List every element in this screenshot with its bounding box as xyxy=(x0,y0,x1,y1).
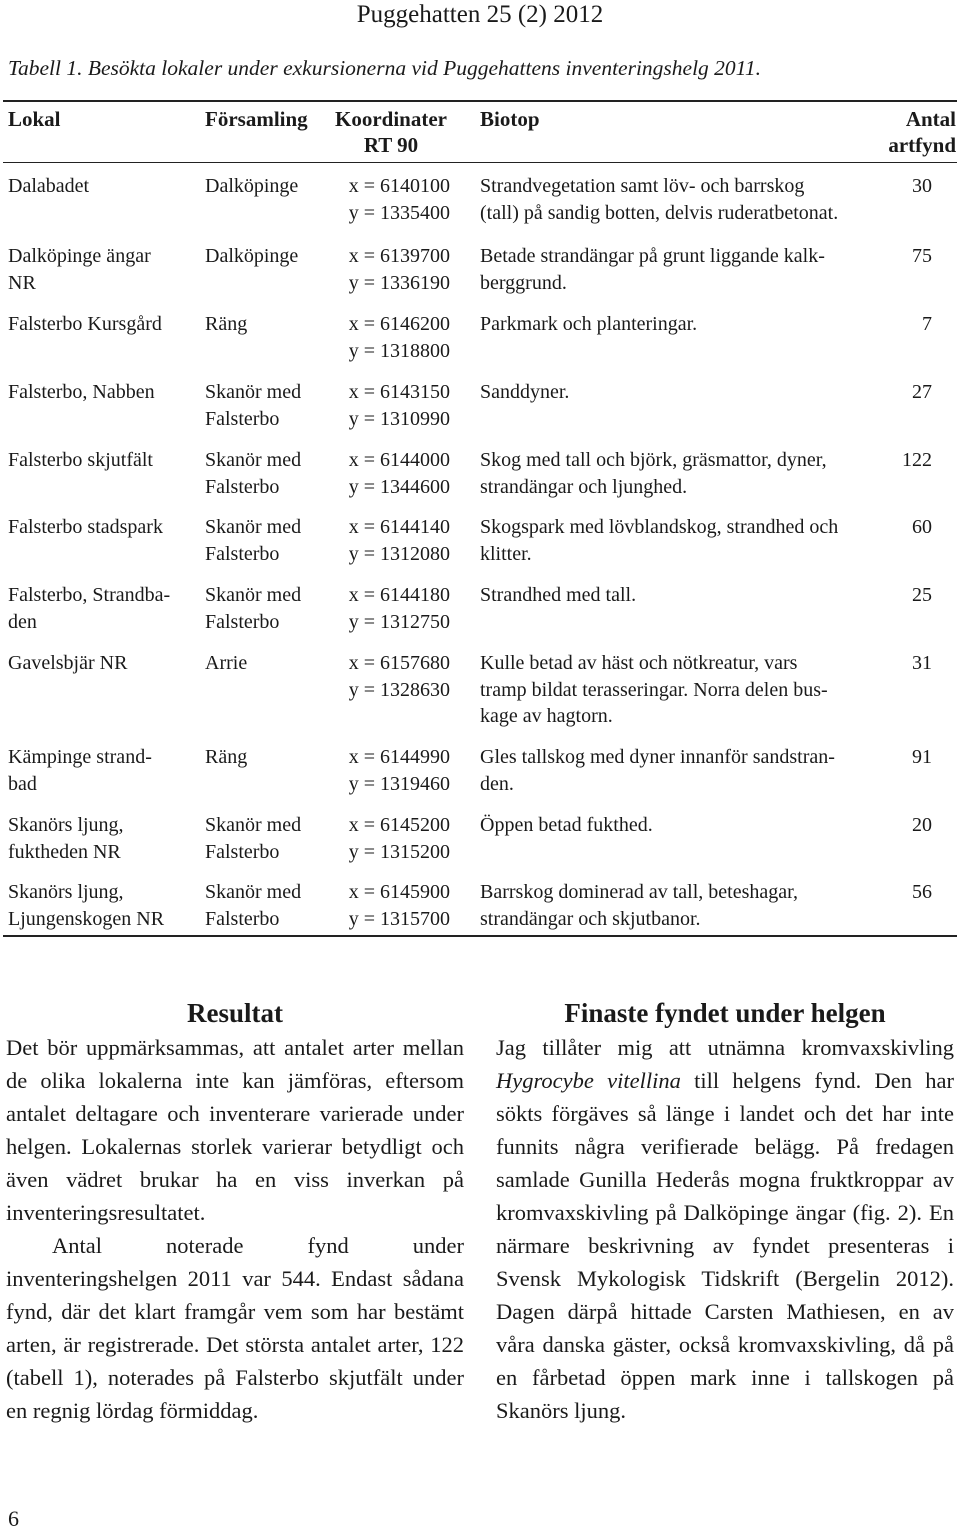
cell-lokal-line: Gavelsbjär NR xyxy=(8,652,128,674)
cell-lokal-line: Kämpinge strand- xyxy=(8,746,152,768)
cell-forsamling xyxy=(205,447,325,500)
journal-header: Puggehatten 25 (2) 2012 xyxy=(356,1,604,28)
cell-biotop-line: Strandhed med tall. xyxy=(480,584,637,606)
cell-koordinater xyxy=(330,311,450,364)
header-antal xyxy=(860,106,956,158)
finaste-section xyxy=(496,995,954,1427)
cell-lokal-line: Falsterbo stadspark xyxy=(8,516,163,538)
cell-lokal-line: fuktheden NR xyxy=(8,840,121,863)
cell-biotop-line: strandängar och skjutbanor. xyxy=(480,907,701,930)
cell-koordinater-line: x = 6144990 xyxy=(348,746,450,768)
cell-antal xyxy=(880,650,932,677)
table-header-rule xyxy=(3,162,957,163)
cell-forsamling xyxy=(205,582,325,635)
cell-biotop-line: Skogspark med lövblandskog, strandhed och xyxy=(480,516,839,538)
cell-lokal-line: NR xyxy=(8,271,36,294)
cell-biotop-line: kage av hagtorn. xyxy=(480,705,613,727)
cell-koordinater xyxy=(330,812,450,865)
cell-koordinater-line: y = 1328630 xyxy=(348,678,450,701)
cell-biotop-line: Sanddyner. xyxy=(480,381,570,403)
resultat-paragraph-1: Det bör uppmärksammas, att antalet arter mellan de olika lokalerna inte kan jämföras, eftersom antalet deltagare och inventerare varierade under helgen. Lokalernas storlek varierar betydligt och även vädret brukar ha en viss inverkan på inventeringsresultatet. xyxy=(6,1035,464,1225)
page-number: 6 xyxy=(8,1506,19,1531)
cell-biotop-line: Strandvegetation samt löv- och barrskog xyxy=(480,175,805,197)
header-koordinater xyxy=(332,106,450,158)
cell-antal-line: 122 xyxy=(902,449,932,471)
table-caption: Tabell 1. Besökta lokaler under exkursionerna vid Puggehattens inventeringshelg 2011. xyxy=(8,56,761,80)
cell-antal-line: 7 xyxy=(922,313,932,335)
cell-lokal xyxy=(8,812,198,865)
cell-koordinater-line: y = 1336190 xyxy=(348,271,450,294)
cell-biotop xyxy=(480,879,875,932)
cell-forsamling-line: Falsterbo xyxy=(205,840,280,863)
cell-biotop-line: berggrund. xyxy=(480,271,567,294)
finaste-paragraph xyxy=(496,1031,954,1427)
resultat-heading: Resultat xyxy=(187,998,283,1028)
cell-antal-line: 91 xyxy=(912,746,932,768)
cell-koordinater-line: x = 6144140 xyxy=(348,516,450,538)
cell-koordinater-line: y = 1335400 xyxy=(348,201,450,224)
cell-koordinater-line: x = 6143150 xyxy=(348,381,450,403)
cell-biotop xyxy=(480,812,875,839)
cell-lokal xyxy=(8,173,198,200)
cell-lokal-line: Dalabadet xyxy=(8,175,90,197)
cell-lokal-line: Falsterbo, Strandba- xyxy=(8,584,171,606)
cell-forsamling-line: Räng xyxy=(205,313,248,335)
finaste-text-after: till helgens fynd. Den har sökts förgäves så länge i landet och det har inte funnits några verifierade belägg. På fredagen samlade Gunilla Hederås mogna fruktkroppar av kromvaxskivling på Dalköpinge ängar (fig. 2). En närmare beskrivning av fyndet presenteras i Svensk Mykologisk Tidskrift (Bergelin 2012). Dagen därpå hittade Carsten Mathiesen, en av våra danska gäster, också kromvaxskivling, då på en fårbetad öppen mark inne i tallskogen på Skanörs ljung. xyxy=(496,1068,954,1423)
cell-antal-line: 25 xyxy=(912,584,932,606)
cell-lokal-line: Falsterbo, Nabben xyxy=(8,381,155,403)
cell-lokal-line: bad xyxy=(8,772,37,795)
cell-forsamling-line: Falsterbo xyxy=(205,407,280,430)
cell-biotop-line: (tall) på sandig botten, delvis ruderatbetonat. xyxy=(480,201,839,224)
header-lokal: Lokal xyxy=(8,107,61,131)
cell-forsamling-line: Arrie xyxy=(205,652,248,674)
cell-antal xyxy=(880,173,932,200)
cell-lokal xyxy=(8,744,198,797)
cell-koordinater xyxy=(330,650,450,703)
cell-biotop-line: Barrskog dominerad av tall, beteshagar, xyxy=(480,881,798,903)
cell-lokal-line: Falsterbo skjutfält xyxy=(8,449,153,471)
cell-koordinater xyxy=(330,514,450,567)
cell-biotop xyxy=(480,650,875,730)
cell-antal-line: 56 xyxy=(912,881,932,903)
cell-forsamling-line: Dalköpinge xyxy=(205,175,299,197)
cell-antal xyxy=(880,311,932,338)
cell-biotop-line: Öppen betad fukthed. xyxy=(480,814,653,836)
header-koordinater-line1: Koordinater xyxy=(335,107,447,131)
resultat-paragraph-2: Antal noterade fynd under inventeringshelgen 2011 var 544. Endast sådana fynd, där det klart framgår vem som har bestämt arten, är registrerade. Det största antalet arter, 122 (tabell 1), noterades på Falsterbo skjutfält under en regnig lördag förmiddag. xyxy=(6,1233,464,1423)
cell-koordinater-line: x = 6145200 xyxy=(348,814,450,836)
cell-forsamling xyxy=(205,311,325,338)
resultat-section xyxy=(6,995,464,1427)
cell-antal-line: 31 xyxy=(912,652,932,674)
cell-forsamling xyxy=(205,812,325,865)
cell-biotop xyxy=(480,514,875,567)
header-antal-line1: Antal xyxy=(905,107,956,131)
species-name: Hygrocybe vitellina xyxy=(496,1068,681,1093)
cell-koordinater xyxy=(330,173,450,226)
cell-forsamling xyxy=(205,243,325,270)
cell-antal-line: 30 xyxy=(912,175,932,197)
cell-forsamling-line: Falsterbo xyxy=(205,610,280,633)
cell-biotop-line: tramp bildat terasseringar. Norra delen bus- xyxy=(480,678,828,701)
cell-biotop-line: Gles tallskog med dyner innanför sandstran- xyxy=(480,746,835,768)
cell-koordinater-line: y = 1312080 xyxy=(348,542,450,565)
finaste-text-before: Jag tillåter mig att utnämna kromvaxskivling xyxy=(496,1035,954,1060)
cell-forsamling-line: Skanör med xyxy=(205,381,302,403)
cell-koordinater-line: x = 6144180 xyxy=(348,584,450,606)
cell-antal-line: 60 xyxy=(912,516,932,538)
cell-lokal xyxy=(8,379,198,406)
header-forsamling: Församling xyxy=(205,107,308,131)
cell-forsamling-line: Räng xyxy=(205,746,248,768)
cell-biotop xyxy=(480,582,875,609)
cell-koordinater-line: y = 1315200 xyxy=(348,840,450,863)
cell-biotop-line: Parkmark och planteringar. xyxy=(480,313,698,335)
table-top-rule xyxy=(3,100,957,102)
cell-lokal xyxy=(8,879,198,932)
cell-forsamling-line: Dalköpinge xyxy=(205,245,299,267)
cell-biotop xyxy=(480,173,875,226)
cell-koordinater xyxy=(330,243,450,296)
cell-lokal xyxy=(8,582,198,635)
cell-forsamling xyxy=(205,379,325,432)
cell-forsamling xyxy=(205,879,325,932)
cell-lokal-line: den xyxy=(8,610,37,633)
cell-biotop-line: klitter. xyxy=(480,542,532,565)
cell-koordinater-line: y = 1312750 xyxy=(348,610,450,633)
cell-lokal xyxy=(8,447,198,474)
cell-forsamling-line: Falsterbo xyxy=(205,475,280,498)
cell-koordinater xyxy=(330,582,450,635)
cell-antal xyxy=(880,243,932,270)
cell-forsamling-line: Skanör med xyxy=(205,814,302,836)
cell-koordinater-line: y = 1315700 xyxy=(348,907,450,930)
cell-forsamling-line: Falsterbo xyxy=(205,542,280,565)
cell-biotop-line: Kulle betad av häst och nötkreatur, vars xyxy=(480,652,798,674)
cell-lokal xyxy=(8,650,198,677)
cell-lokal xyxy=(8,311,198,338)
finaste-heading: Finaste fyndet under helgen xyxy=(564,998,886,1028)
cell-forsamling xyxy=(205,173,325,200)
cell-lokal-line: Dalköpinge ängar xyxy=(8,245,151,267)
cell-forsamling-line: Skanör med xyxy=(205,881,302,903)
cell-biotop xyxy=(480,379,875,406)
cell-koordinater-line: x = 6139700 xyxy=(348,245,450,267)
cell-biotop-line: den. xyxy=(480,772,514,795)
cell-biotop-line: Betade strandängar på grunt liggande kalk- xyxy=(480,245,825,267)
cell-koordinater-line: x = 6157680 xyxy=(348,652,450,674)
cell-koordinater xyxy=(330,447,450,500)
cell-lokal-line: Falsterbo Kursgård xyxy=(8,313,162,335)
cell-forsamling-line: Skanör med xyxy=(205,516,302,538)
cell-antal xyxy=(880,379,932,406)
cell-lokal xyxy=(8,243,198,296)
cell-antal xyxy=(880,514,932,541)
cell-antal xyxy=(880,744,932,771)
cell-antal xyxy=(880,812,932,839)
cell-koordinater-line: x = 6144000 xyxy=(348,449,450,471)
cell-antal xyxy=(880,582,932,609)
cell-forsamling-line: Skanör med xyxy=(205,449,302,471)
cell-forsamling-line: Skanör med xyxy=(205,584,302,606)
cell-koordinater-line: y = 1310990 xyxy=(348,407,450,430)
cell-biotop xyxy=(480,447,875,500)
cell-lokal xyxy=(8,514,198,541)
cell-biotop-line: strandängar och ljunghed. xyxy=(480,475,688,498)
cell-koordinater-line: x = 6140100 xyxy=(348,175,450,197)
cell-forsamling xyxy=(205,650,325,677)
table-bottom-rule xyxy=(3,935,957,937)
cell-koordinater xyxy=(330,744,450,797)
cell-antal-line: 27 xyxy=(912,381,932,403)
cell-biotop xyxy=(480,744,875,797)
cell-antal-line: 20 xyxy=(912,814,932,836)
cell-biotop xyxy=(480,311,875,338)
cell-antal xyxy=(880,879,932,906)
cell-koordinater-line: x = 6146200 xyxy=(348,313,450,335)
cell-biotop xyxy=(480,243,875,296)
header-antal-line2: artfynd xyxy=(888,133,956,157)
cell-koordinater-line: y = 1344600 xyxy=(348,475,450,498)
cell-lokal-line: Skanörs ljung, xyxy=(8,881,124,903)
cell-antal-line: 75 xyxy=(912,245,932,267)
cell-koordinater-line: y = 1318800 xyxy=(348,339,450,362)
cell-koordinater-line: x = 6145900 xyxy=(348,881,450,903)
cell-forsamling-line: Falsterbo xyxy=(205,907,280,930)
cell-forsamling xyxy=(205,744,325,771)
cell-lokal-line: Ljungenskogen NR xyxy=(8,907,165,930)
header-koordinater-line2: RT 90 xyxy=(363,133,419,157)
header-biotop: Biotop xyxy=(480,107,540,131)
cell-antal xyxy=(880,447,932,474)
cell-forsamling xyxy=(205,514,325,567)
cell-koordinater xyxy=(330,379,450,432)
cell-koordinater-line: y = 1319460 xyxy=(348,772,450,795)
cell-biotop-line: Skog med tall och björk, gräsmattor, dyner, xyxy=(480,449,827,471)
cell-lokal-line: Skanörs ljung, xyxy=(8,814,124,836)
cell-koordinater xyxy=(330,879,450,932)
